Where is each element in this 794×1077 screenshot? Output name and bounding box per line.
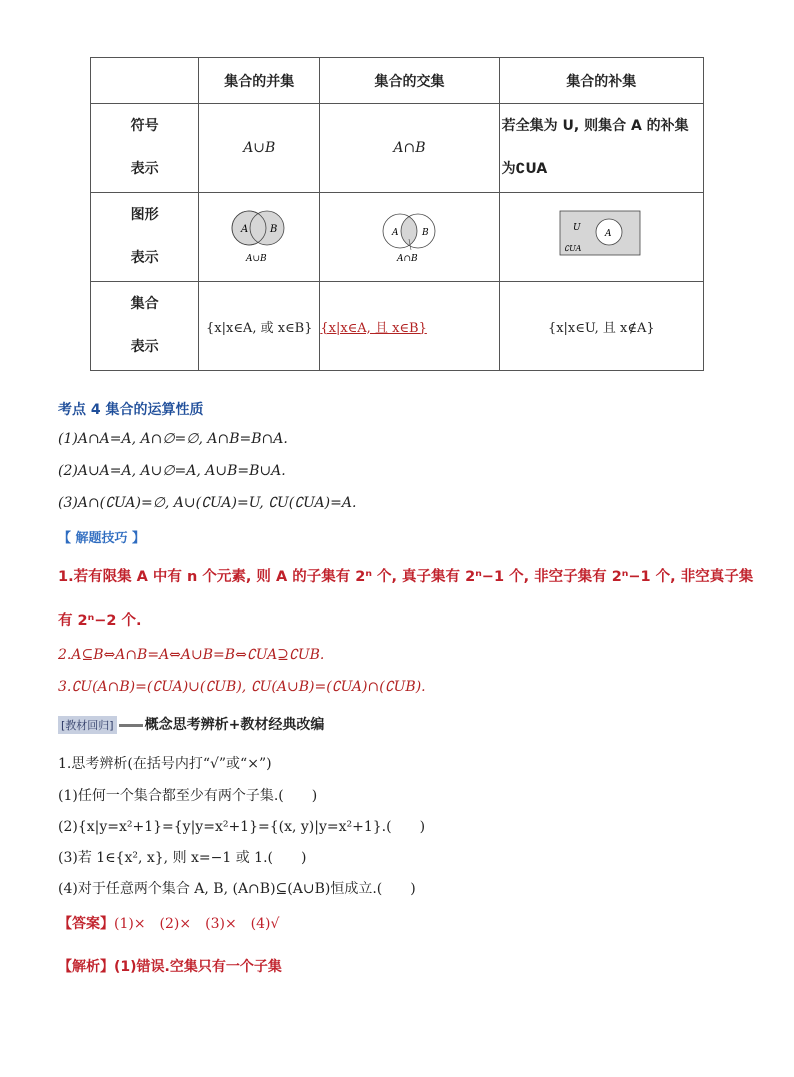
intersection-venn-diagram	[370, 204, 450, 266]
set-intersection-text: {x|x∈A, 且 x∈B}	[320, 320, 427, 336]
union-label-b: B	[270, 224, 278, 235]
tips-label: 【 解题技巧 】	[58, 531, 146, 546]
row-label-line2: 表示	[130, 161, 159, 177]
symbol-intersection: A∩B	[320, 104, 499, 193]
set-complement: {x|x∈U, 且 x∉A}	[499, 282, 703, 371]
analysis-label: 【解析】	[58, 959, 114, 975]
complement-caption: ∁UA	[564, 244, 582, 253]
intersection-caption: A∩B	[396, 254, 418, 264]
tips-line-2: 2.A⊆B⇔A∩B=A⇔A∪B=B⇔∁UA⊇∁UB.	[58, 647, 325, 663]
analysis-text: (1)错误.空集只有一个子集	[114, 959, 282, 975]
complement-venn-cell	[499, 193, 703, 282]
row-label-figure	[91, 193, 199, 282]
table-row-symbol	[91, 104, 704, 193]
row-label-line1: 集合	[130, 296, 159, 312]
header-complement: 集合的补集	[499, 58, 703, 104]
question-item-2: (2){x|y=x²+1}={y|y=x²+1}={(x, y)|y=x²+1}.( )	[58, 819, 426, 835]
intersection-label-b: B	[421, 228, 429, 238]
question-item-3: (3)若 1∈{x², x}, 则 x=−1 或 1.( )	[58, 850, 307, 866]
symbol-union: A∪B	[199, 104, 320, 193]
complement-text-line1: 若全集为 U, 则集合 A 的补集	[501, 118, 689, 134]
row-label-line1: 符号	[130, 118, 159, 134]
kp4-line-2: (2)A∪A=A, A∪∅=A, A∪B=B∪A.	[58, 463, 286, 479]
union-label-a: A	[241, 224, 249, 235]
arrow-bar-icon	[119, 724, 143, 727]
tips-line-1b: 有 2ⁿ−2 个.	[58, 613, 142, 629]
row-label-set	[91, 282, 199, 371]
universe-set-label: A	[605, 229, 612, 239]
symbol-complement	[499, 104, 703, 193]
union-caption: A∪B	[246, 254, 267, 264]
row-label-symbol	[91, 104, 199, 193]
answer-line	[58, 913, 279, 933]
review-tag: [教材回归]	[58, 716, 117, 734]
header-cell-empty	[91, 58, 199, 104]
complement-venn-diagram	[559, 210, 643, 260]
answer-label: 【答案】	[58, 916, 114, 932]
union-venn-diagram	[219, 204, 299, 266]
complement-text-line2: 为∁UA	[501, 161, 548, 177]
question-intro: 1.思考辨析(在括号内打“√”或“×”)	[58, 756, 272, 772]
kp4-line-3: (3)A∩(∁UA)=∅, A∪(∁UA)=U, ∁U(∁UA)=A.	[58, 495, 357, 511]
question-item-1: (1)任何一个集合都至少有两个子集.( )	[58, 788, 318, 804]
tips-line-1: 1.若有限集 A 中有 n 个元素, 则 A 的子集有 2ⁿ 个, 真子集有 2ⁿ−1 个, 非空子集有 2ⁿ−1 个, 非空真子集	[58, 569, 754, 585]
union-circle-b	[250, 211, 284, 245]
row-label-line2: 表示	[130, 339, 159, 355]
intersection-venn-cell	[320, 193, 499, 282]
set-union: {x|x∈A, 或 x∈B}	[199, 282, 320, 371]
table-header-row	[91, 58, 704, 104]
set-operations-table	[90, 57, 704, 371]
table-row-figure	[91, 193, 704, 282]
row-label-line1: 图形	[130, 207, 159, 223]
question-item-4: (4)对于任意两个集合 A, B, (A∩B)⊆(A∪B)恒成立.( )	[58, 881, 416, 897]
row-label-line2: 表示	[130, 250, 159, 266]
set-intersection	[320, 282, 499, 371]
kp4-line-1: (1)A∩A=A, A∩∅=∅, A∩B=B∩A.	[58, 431, 288, 447]
answer-text: (1)× (2)× (3)× (4)√	[114, 916, 280, 932]
tips-line-3: 3.∁U(A∩B)=(∁UA)∪(∁UB), ∁U(A∪B)=(∁UA)∩(∁UB).	[58, 679, 426, 695]
analysis-line	[58, 956, 282, 976]
header-intersection: 集合的交集	[320, 58, 499, 104]
header-union: 集合的并集	[199, 58, 320, 104]
review-header	[58, 714, 324, 734]
intersection-label-a: A	[391, 228, 398, 238]
universe-label: U	[573, 223, 581, 233]
union-venn-cell	[199, 193, 320, 282]
table-row-set	[91, 282, 704, 371]
kp4-title: 考点 4 集合的运算性质	[58, 402, 204, 418]
review-heading: 概念思考辨析+教材经典改编	[144, 717, 325, 733]
